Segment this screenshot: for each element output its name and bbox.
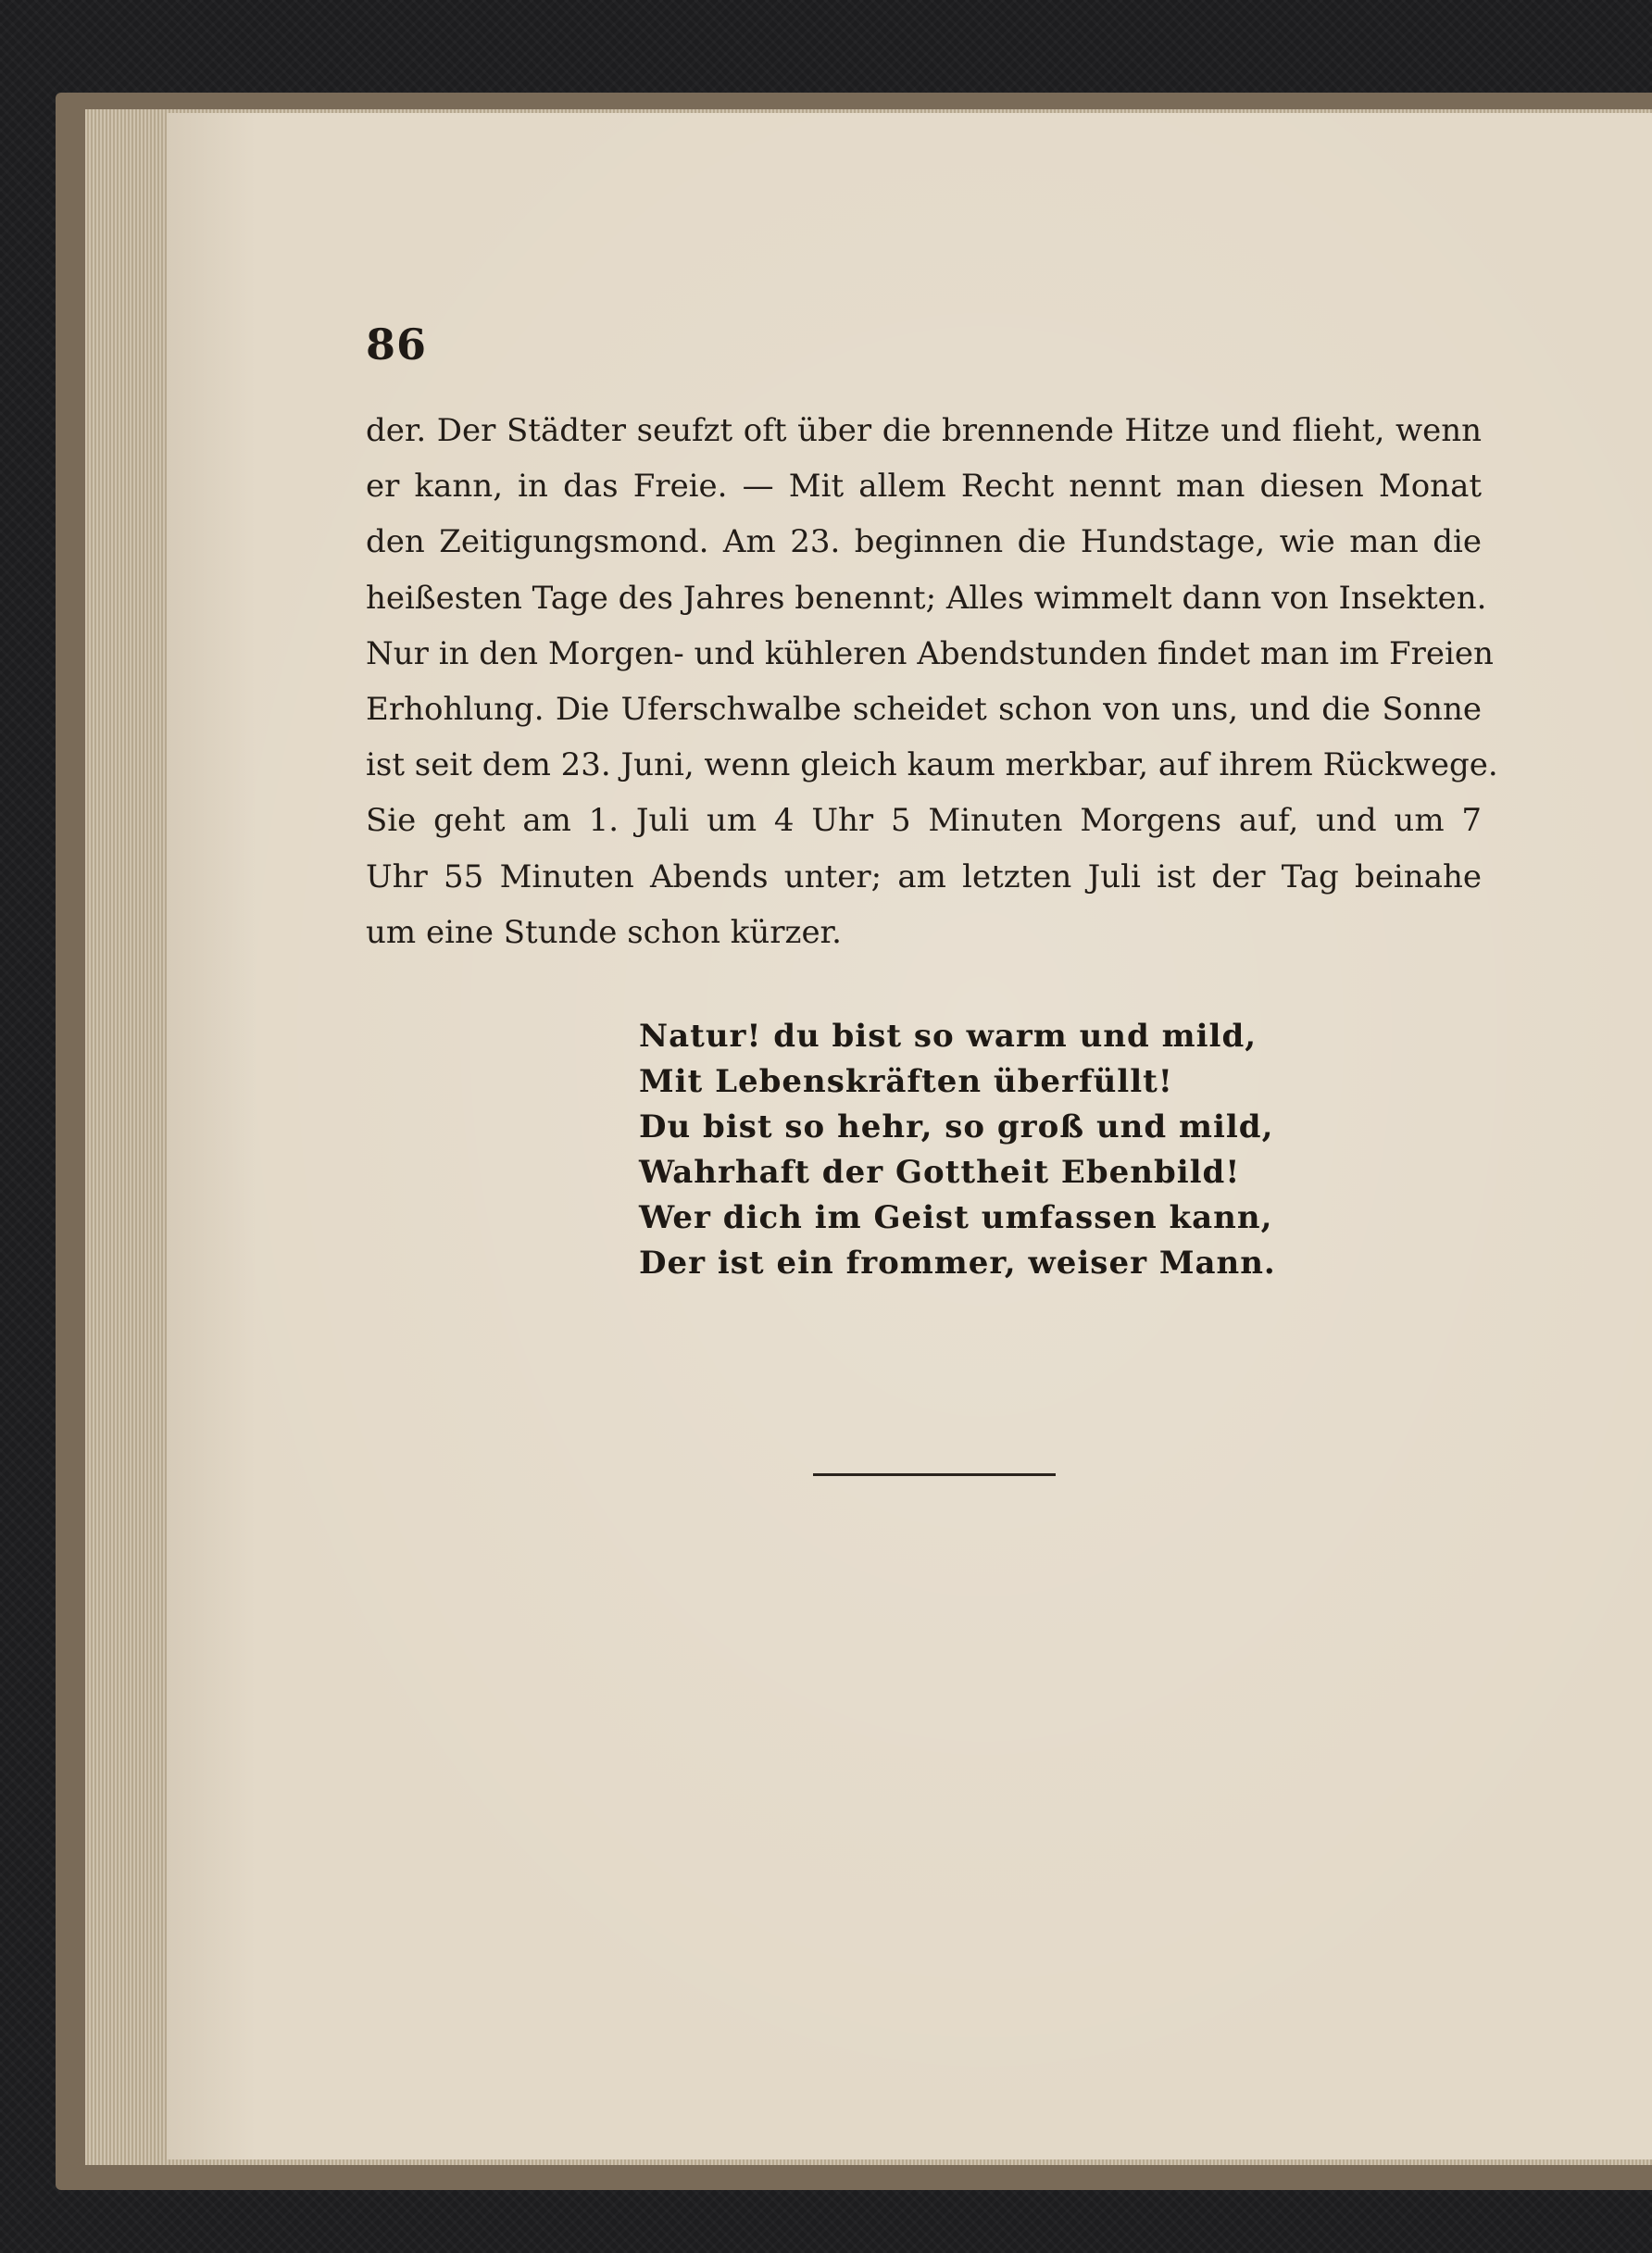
body-line: Erhohlung. Die Uferschwalbe scheidet schon von uns, und die Sonne [366,690,1482,728]
poem-line: Wahrhaft der Gottheit Ebenbild! [639,1154,1241,1191]
body-line: um eine Stunde schon kürzer. [366,913,842,951]
poem-line: Wer dich im Geist umfassen kann, [639,1199,1273,1236]
body-paragraph [366,403,1498,960]
body-line: Sie geht am 1. Juli um 4 Uhr 5 Minuten Morgens auf, und um 7 [366,802,1482,840]
poem-line: Du bist so hehr, so groß und mild, [639,1108,1274,1145]
body-line: Uhr 55 Minuten Abends unter; am letzten Juli ist der Tag beinahe [366,857,1482,895]
page-number: 86 [366,319,428,369]
poem-stanza [639,1014,1276,1286]
body-line: der. Der Städter seufzt oft über die brennende Hitze und flieht, wenn [366,412,1482,449]
poem-line: Mit Lebenskräften überfüllt! [639,1063,1173,1100]
body-line: heißesten Tage des Jahres benennt; Alles wimmelt dann von Insekten. [366,579,1487,617]
poem-line: Der ist ein frommer, weiser Mann. [639,1245,1276,1282]
body-line: den Zeitigungsmond. Am 23. beginnen die Hundstage, wie man die [366,523,1482,561]
poem-line: Natur! du bist so warm und mild, [639,1018,1258,1055]
body-line: Nur in den Morgen- und kühleren Abendstunden findet man im Freien [366,634,1494,672]
body-line: ist seit dem 23. Juni, wenn gleich kaum merkbar, auf ihrem Rückwege. [366,746,1498,784]
body-line: er kann, in das Freie. — Mit allem Recht nennt man diesen Monat [366,468,1482,506]
section-end-rule [813,1473,1056,1476]
